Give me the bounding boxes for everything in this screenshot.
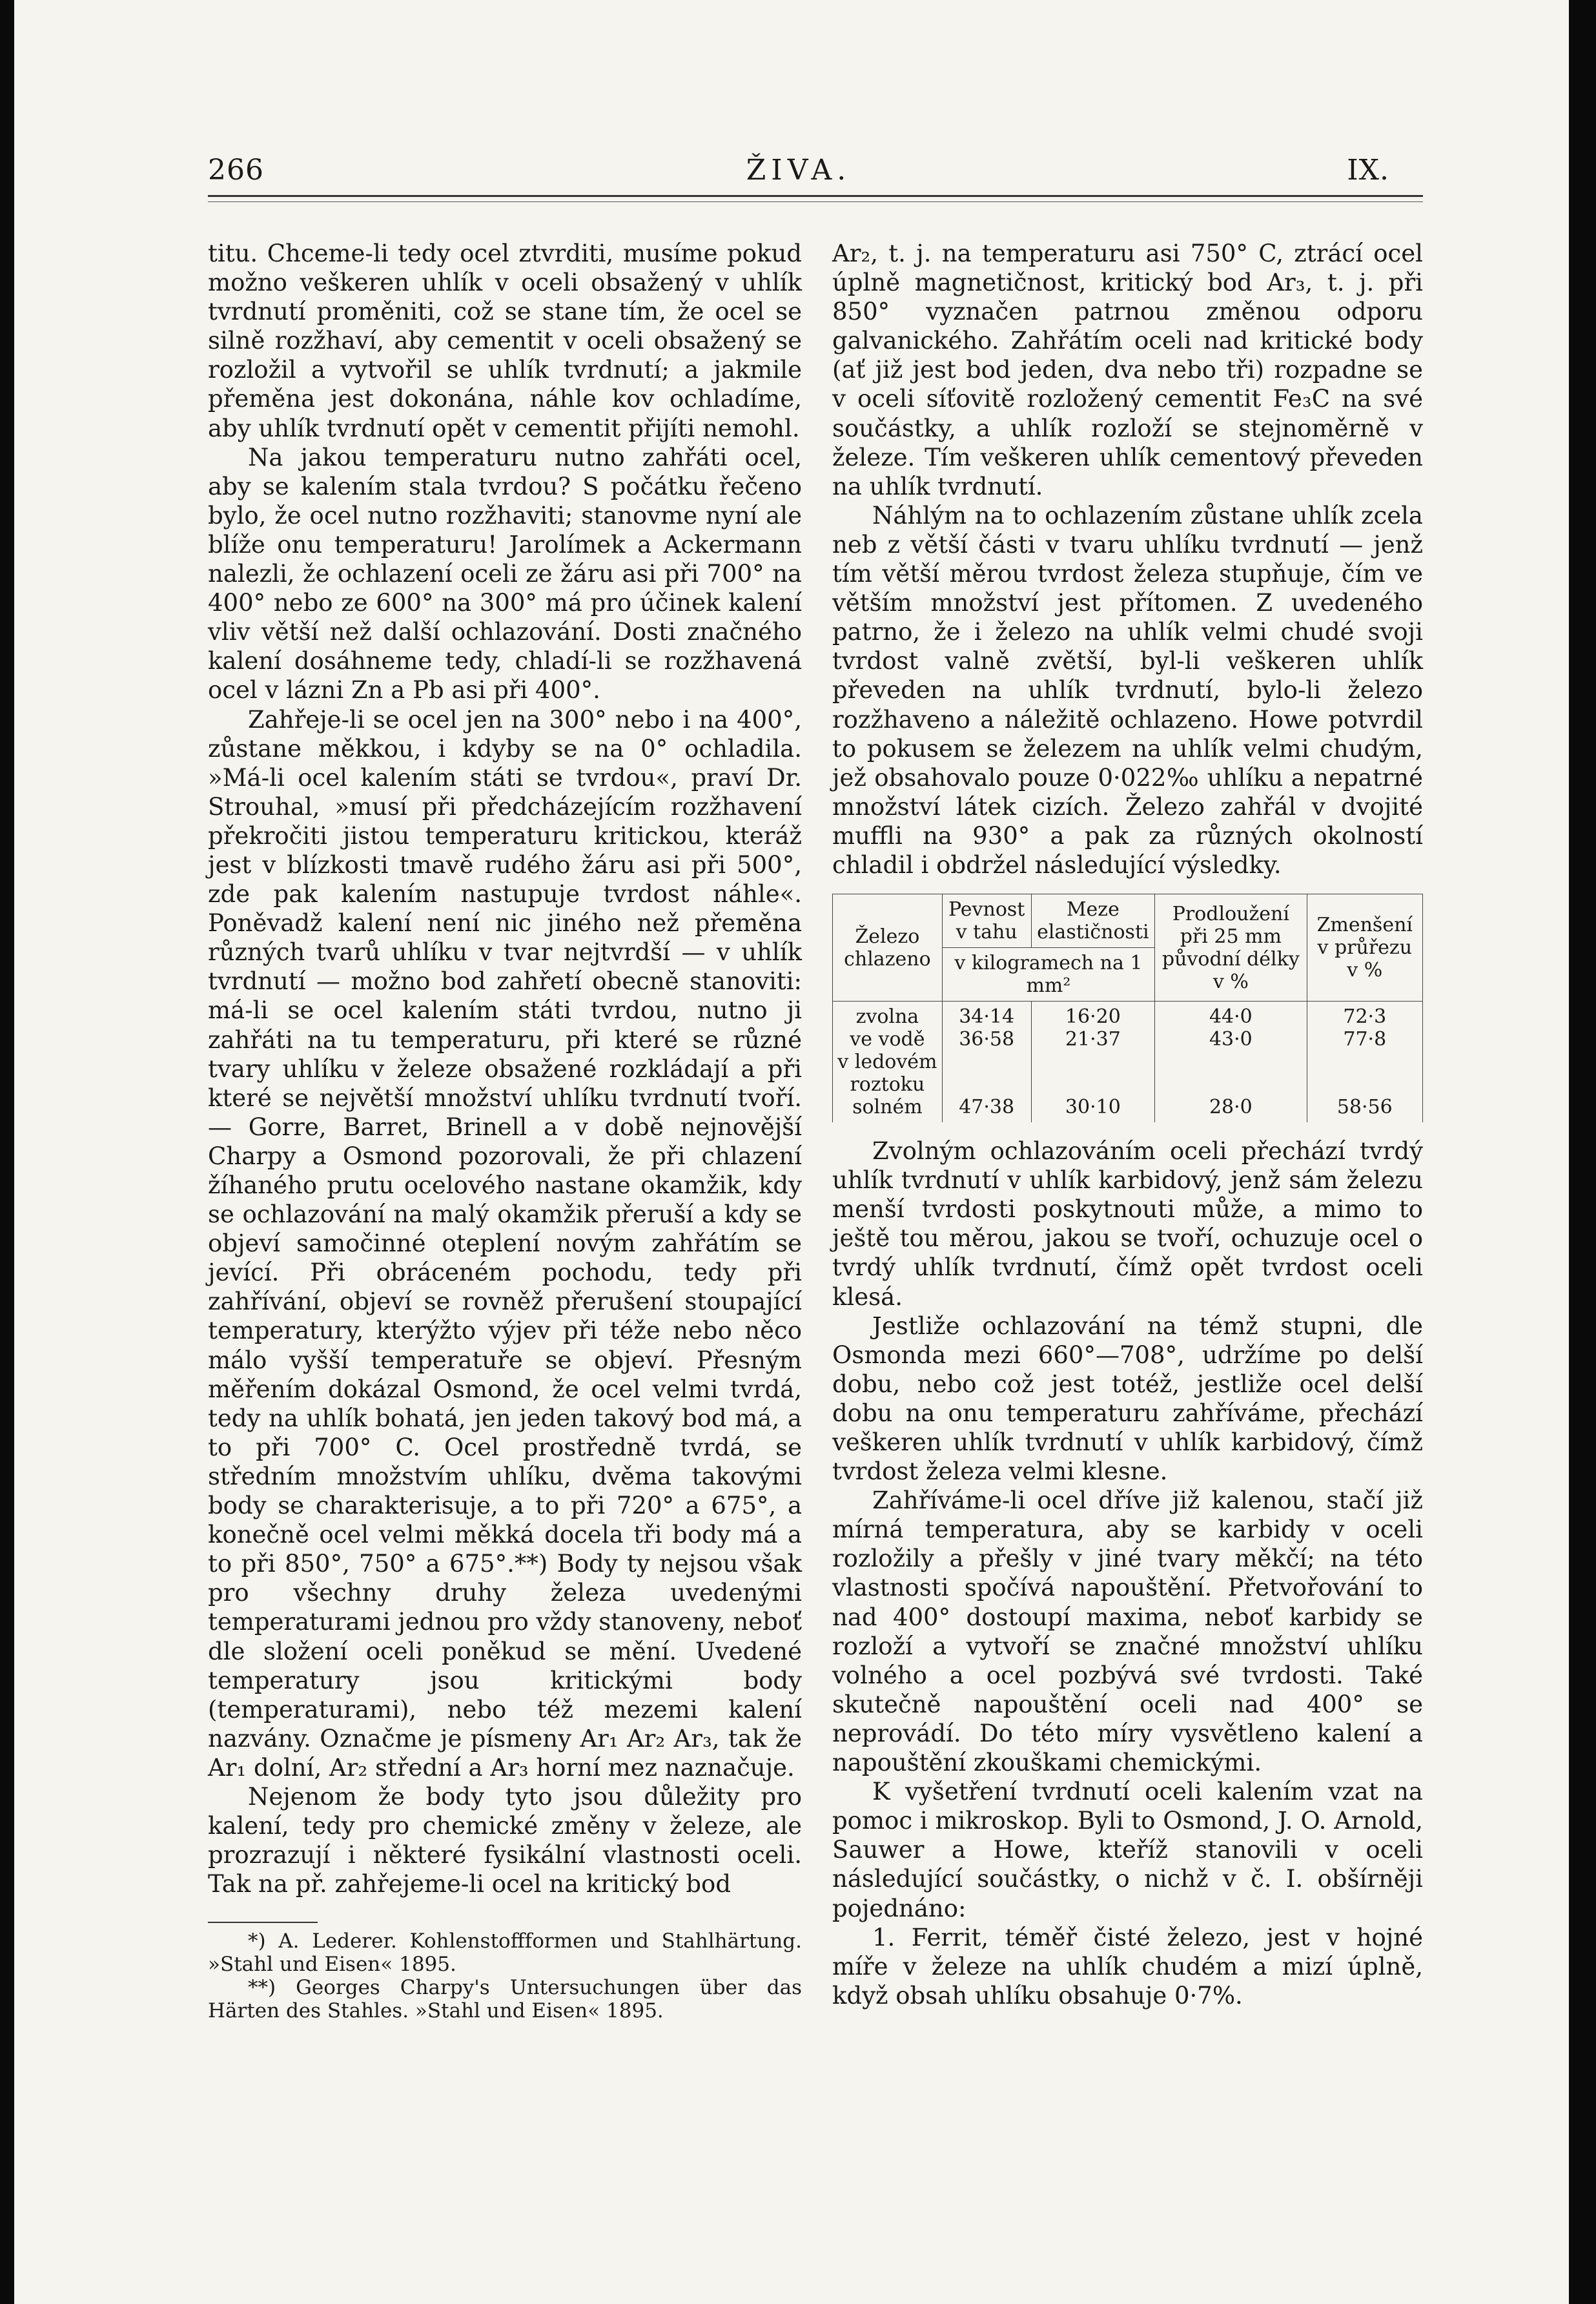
value: 28·0 — [1209, 1096, 1253, 1119]
paragraph: Zahřeje-li se ocel jen na 300° nebo i na 400°, zůstane měkkou, i kdyby se na 0° ochladila. »Má-li ocel kalením státi se tvrdou«, praví Dr. Strouhal, »musí při předcházejícím rozžhavení překročiti jistou temperaturu kritickou, kteráž jest v blízkosti tmavě rudého žáru asi při 500°, zde pak kalením nastupuje tvrdost náhle«. Poněvadž kalení není nic jiného než přeměna různých tvarů uhlíku v tvar nejtvrdší — v uhlík tvrdnutí — možno bod zahřetí obecně stanoviti: má-li se ocel kalením státi tvrdou, nutno ji zahřáti na tu temperaturu, při které se různé tvary uhlíku v železe obsažené rozkládají a při které se největší množství uhlíku tvrdnutí tvoří. — Gorre, Barret, Brinell a v době nejnovější Charpy a Osmond pozorovali, že při chlazení žíhaného prutu ocelového nastane okamžik, kdy se ochlazování na malý okamžik přeruší a kdy se objeví samočinné oteplení novým zahřátím se jevící. Při obráceném pochodu, tedy při zahřívání, objeví se rovněž přerušení stoupající temperatury, kterýžto výjev při téže nebo něco málo vyšší temperatuře se objeví. Přesným měřením dokázal Osmond, že ocel velmi tvrdá, tedy na uhlík bohatá, jen jeden takový bod má, a to při 700° C. Ocel prostředně tvrdá, se středním množstvím uhlíku, dvěma takovými body se charakterisuje, a to při 720° a 675°, a konečně ocel velmi měkká docela tři body má a to při 850°, 750° a 675°.**) Body ty nejsou však pro všechny druhy železa uvedenými temperaturami jednou pro vždy stanoveny, neboť dle složení oceli poněkud se mění. Uvedené temperatury jsou kritickými body (temperaturami), nebo též mezemi kalení nazvány. Označme je písmeny Ar₁ Ar₂ Ar₃, tak že Ar₁ dolní, Ar₂ střední a Ar₃ horní mez naznačuje. — [208, 705, 802, 1782]
table-cell-reduction — [1307, 1002, 1422, 1123]
page — [14, 0, 1569, 2304]
journal-title: ŽIVA. — [746, 154, 852, 187]
row-label: v ledovém roztoku solném — [837, 1051, 937, 1119]
right-column — [832, 239, 1423, 2010]
header-cell-iron: Železo chlazeno — [833, 894, 943, 1002]
paragraph: Náhlým na to ochlazením zůstane uhlík zcela neb z větší části v tvaru uhlíku tvrdnutí — jenž tím větší měrou tvrdost železa stupňuje, čím ve větším množství jest přítomen. Z uvedeného patrno, že i železo na uhlík velmi chudé svoji tvrdost valně zvětší, byl-li veškeren uhlík převeden na uhlík tvrdnutí, bylo-li železo rozžhaveno a náležitě ochlazeno. Howe potvrdil to pokusem se železem na uhlík velmi chudým, jež obsahovalo pouze 0·022‰ uhlíku a nepatrné množství látek cizích. Železo zahřál v dvojité muffli na 930° a pak za různých okolností chladil i obdržel následující výsledky. — [832, 501, 1423, 879]
paragraph: Ar₂, t. j. na temperaturu asi 750° C, ztrácí ocel úplně magnetičnost, kritický bod Ar₃, t. j. při 850° vyznačen patrnou změnou odporu galvanického. Zahřátím oceli nad kritické body (ať již jest bod jeden, dva nebo tři) rozpadne se v oceli síťovitě rozložený cementit Fe₃C na své součástky, a uhlík rozloží se stejnoměrně v železe. Tím veškeren uhlík cementový převeden na uhlík tvrdnutí. — [832, 240, 1423, 500]
header-cell-elongation: Prodloužení při 25 mm původní délky v % — [1155, 894, 1307, 1002]
value: 44·0 — [1209, 1005, 1253, 1029]
header-rule-thin — [208, 201, 1423, 202]
header-rule — [208, 195, 1423, 197]
paragraph: Nejenom že body tyto jsou důležity pro kalení, tedy pro chemické změny v železe, ale prozrazují i některé fysikální vlastnosti oceli. Tak na př. zahřejeme-li ocel na kritický bod — [208, 1782, 802, 1898]
running-header — [208, 154, 1389, 192]
paragraph: Zahříváme-li ocel dříve již kalenou, stačí již mírná temperatura, aby se karbidy v oceli rozložily a přešly v jiné tvary měkčí; na této vlastnosti spočívá napouštění. Přetvořování to nad 400° dostoupí maxima, neboť karbidy se rozloží a vytvoří se značné množství uhlíku volného a ocel pozbývá své tvrdosti. Také skutečně napouštění oceli nad 400° se neprovádí. Do této míry vysvětleno kalení a napouštění zkouškami chemickými. — [832, 1486, 1423, 1777]
page-number: 266 — [208, 154, 264, 187]
value: 47·38 — [959, 1096, 1015, 1119]
paragraph: Jestliže ochlazování na témž stupni, dle Osmonda mezi 660°—708°, udržíme po delší dobu, nebo což jest totéž, jestliže ocel delší dobu na onu temperaturu zahříváme, přechází veškeren uhlík tvrdnutí v uhlík karbidový, čímž tvrdost železa velmi klesne. — [832, 1311, 1423, 1486]
volume-number: IX. — [1347, 154, 1389, 187]
footnote-separator — [208, 1922, 318, 1923]
value: 30·10 — [1065, 1096, 1121, 1119]
paragraph: titu. Chceme-li tedy ocel ztvrditi, musíme pokud možno veškeren uhlík v oceli obsažený v uhlík tvrdnutí proměniti, což se stane tím, že ocel se silně rozžhaví, aby cementit v oceli obsažený se rozložil a vytvořil se uhlík tvrdnutí; a jakmile přeměna jest dokonána, náhle kov ochladíme, aby uhlík tvrdnutí opět v cementit přijíti nemohl. — [208, 240, 802, 442]
header-cell-reduction: Zmenšení v průřezu v % — [1307, 894, 1422, 1002]
table-row — [833, 1002, 1423, 1123]
table-cell-elongation — [1155, 1002, 1307, 1123]
table-cell-elastic — [1031, 1002, 1155, 1123]
paragraph: 1. Ferrit, téměř čisté železo, jest v hojné míře v železe na uhlík chudém a mizí úplně, když obsah uhlíku obsahuje 0·7%. — [832, 1923, 1423, 2010]
table-cell-label — [833, 1002, 943, 1123]
table-cell-strength — [942, 1002, 1031, 1123]
header-cell-unit: v kilogramech na 1 mm² — [942, 948, 1154, 1002]
value: 77·8 — [1343, 1028, 1387, 1051]
header-cell-strength: Pevnost v tahu — [942, 894, 1031, 948]
value: 36·58 — [959, 1028, 1015, 1051]
paragraph: K vyšetření tvrdnutí oceli kalením vzat na pomoc i mikroskop. Byli to Osmond, J. O. Arnold, Sauwer a Howe, kteříž stanovili v oceli následující součástky, o nichž v č. I. obšírněji pojednáno: — [832, 1778, 1423, 1922]
footnote: **) Georges Charpy's Untersuchungen über das Härten des Stahles. »Stahl und Eisen« 1895. — [208, 1976, 802, 2023]
value: 58·56 — [1336, 1096, 1393, 1119]
row-label: zvolna — [855, 1005, 919, 1029]
left-column — [208, 239, 802, 2022]
header-cell-elastic: Meze elastičnosti — [1031, 894, 1155, 948]
row-label: ve vodě — [850, 1028, 925, 1051]
value: 34·14 — [959, 1005, 1015, 1029]
value: 21·37 — [1065, 1028, 1121, 1051]
footnote: *) A. Lederer. Kohlenstoffformen und Stahlhärtung. »Stahl und Eisen« 1895. — [208, 1929, 802, 1977]
paragraph: Zvolným ochlazováním oceli přechází tvrdý uhlík tvrdnutí v uhlík karbidový, jenž sám železu menší tvrdosti poskytnouti může, a mimo to ještě tou měrou, jakou se tvoří, ochuzuje ocel o tvrdý uhlík tvrdnutí, čímž opět tvrdost oceli klesá. — [832, 1137, 1423, 1311]
results-table — [832, 894, 1423, 1122]
paragraph: Na jakou temperaturu nutno zahřáti ocel, aby se kalením stala tvrdou? S počátku řečeno bylo, že ocel nutno rozžhaviti; stanovme nyní ale blíže onu temperaturu! Jarolímek a Ackermann nalezli, že ochlazení oceli ze žáru asi při 700° na 400° nebo ze 600° na 300° má pro účinek kalení vliv větší než další ochlazování. Dosti značného kalení dosáhneme tedy, chladí-li se rozžhavená ocel v lázni Zn a Pb asi při 400°. — [208, 443, 802, 705]
value: 72·3 — [1343, 1005, 1387, 1029]
value: 16·20 — [1065, 1005, 1121, 1029]
value: 43·0 — [1209, 1028, 1253, 1051]
